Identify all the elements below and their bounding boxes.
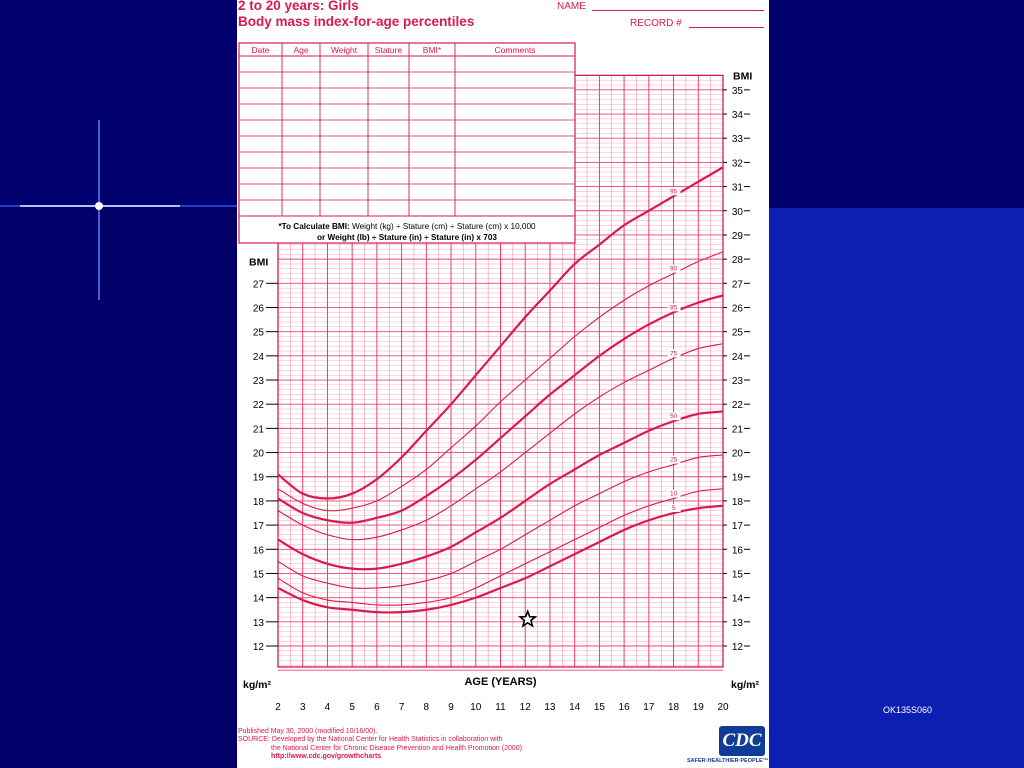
left-tick-label: 21 [252,424,264,436]
star-marker [520,611,535,625]
x-tick-label: 6 [374,702,380,713]
x-tick-label: 16 [618,702,630,713]
source-line-2: the National Center for Chronic Disease Prevention and Health Promotion (2000). [271,744,524,752]
right-axis-title: BMI [733,70,753,83]
left-unit-label: kg/m² [243,679,272,691]
right-tick-label: 27 [731,279,743,291]
right-tick-label: 23 [731,376,743,388]
x-axis-title: AGE (YEARS) [464,676,537,688]
right-tick-label: 15 [731,569,743,581]
left-tick-label: 18 [252,496,264,508]
right-tick-label: 34 [731,110,743,122]
x-tick-label: 18 [667,702,680,713]
right-tick-label: 20 [731,448,743,460]
left-tick-label: 20 [252,448,264,460]
left-tick-label: 24 [252,351,264,363]
percentile-label-90: 90 [669,265,678,273]
name-field[interactable] [592,9,764,11]
x-tick-label: 15 [593,702,605,713]
left-tick-label: 25 [252,327,264,339]
right-tick-label: 25 [731,327,743,339]
x-tick-label: 12 [519,702,531,713]
x-tick-label: 14 [569,702,581,713]
percentile-label-25: 25 [669,456,678,464]
right-tick-label: 31 [731,182,743,194]
chart-footer [238,728,524,762]
right-tick-label: 32 [731,158,743,170]
source-line-1: SOURCE: Developed by the National Center for Health Statistics in collaboration with [238,736,503,744]
percentile-label-75: 75 [669,350,678,358]
cdc-slogan: SAFER·HEALTHIER·PEOPLE™ [687,758,769,764]
x-tick-label: 19 [692,702,704,713]
percentile-label-85: 85 [669,304,678,312]
percentile-label-95: 95 [669,188,678,196]
right-tick-label: 35 [731,85,743,97]
left-tick-label: 23 [252,376,264,388]
left-tick-label: 26 [252,303,264,315]
x-tick-label: 8 [423,702,430,713]
right-tick-label: 21 [731,424,743,436]
right-tick-label: 13 [731,617,743,629]
right-tick-label: 33 [731,134,743,146]
record-field[interactable] [689,26,764,28]
left-tick-label: 12 [252,642,264,653]
right-tick-label: 14 [731,593,743,605]
record-table [239,43,575,243]
x-tick-label: 10 [470,702,482,713]
right-tick-label: 17 [731,521,743,533]
x-tick-label: 20 [717,702,729,713]
bmi-chart [237,0,769,768]
x-tick-label: 5 [349,702,355,713]
right-tick-label: 28 [731,255,743,267]
cdc-logo: CDC [719,726,765,756]
right-tick-label: 19 [731,472,743,484]
growth-chart-sheet [237,0,769,768]
left-tick-label: 22 [252,400,264,412]
left-tick-label: 19 [252,472,264,484]
table-header-weight: Weight [330,45,358,55]
x-tick-label: 13 [544,702,556,713]
percentile-label-50: 50 [669,413,678,421]
left-tick-label: 14 [252,593,264,605]
bmi-formula-line-2: or Weight (lb) ÷ Stature (in) ÷ Stature (in) x 703 [317,233,497,242]
x-tick-label: 3 [299,702,306,713]
left-tick-label: 15 [252,569,264,581]
x-tick-label: 17 [643,702,655,713]
x-tick-label: 9 [448,702,454,713]
x-tick-label: 2 [275,702,281,713]
table-header-stature: Stature [374,45,403,55]
percentile-label-5: 5 [671,505,676,513]
table-header-age: Age [293,45,309,55]
x-tick-label: 7 [398,702,405,713]
right-tick-label: 16 [731,545,743,557]
right-unit-label: kg/m² [731,679,760,691]
right-tick-label: 30 [731,206,743,218]
slide-code: OK135S060 [883,705,933,715]
bmi-formula-line-1: *To Calculate BMI: Weight (kg) ÷ Stature (cm) ÷ Stature (cm) x 10,000 [278,222,536,231]
left-tick-label: 13 [252,617,264,629]
chart-title-line2: Body mass index-for-age percentiles [238,14,475,29]
published-note: Published May 30, 2000 (modified 10/16/00). [238,728,378,735]
right-tick-label: 22 [731,400,743,412]
left-tick-label: 16 [252,545,264,557]
right-tick-label: 18 [731,496,743,508]
table-header-comments: Comments [494,45,536,55]
table-header-bmi: BMI* [422,45,442,55]
table-header-date: Date [251,45,270,55]
right-tick-label: 26 [731,303,743,315]
percentile-label-10: 10 [669,490,678,498]
x-tick-label: 11 [495,702,506,713]
right-tick-label: 12 [731,642,743,653]
right-tick-label: 29 [731,230,743,242]
x-tick-label: 4 [324,702,331,713]
record-label: RECORD # [630,18,682,29]
growthcharts-url[interactable]: http://www.cdc.gov/growthcharts [271,753,382,761]
name-label: NAME [557,1,586,12]
left-axis-title: BMI [249,256,269,269]
chart-title-line1: 2 to 20 years: Girls [238,0,359,13]
right-tick-label: 24 [731,351,743,363]
left-tick-label: 17 [252,521,264,533]
left-tick-label: 27 [252,279,264,291]
